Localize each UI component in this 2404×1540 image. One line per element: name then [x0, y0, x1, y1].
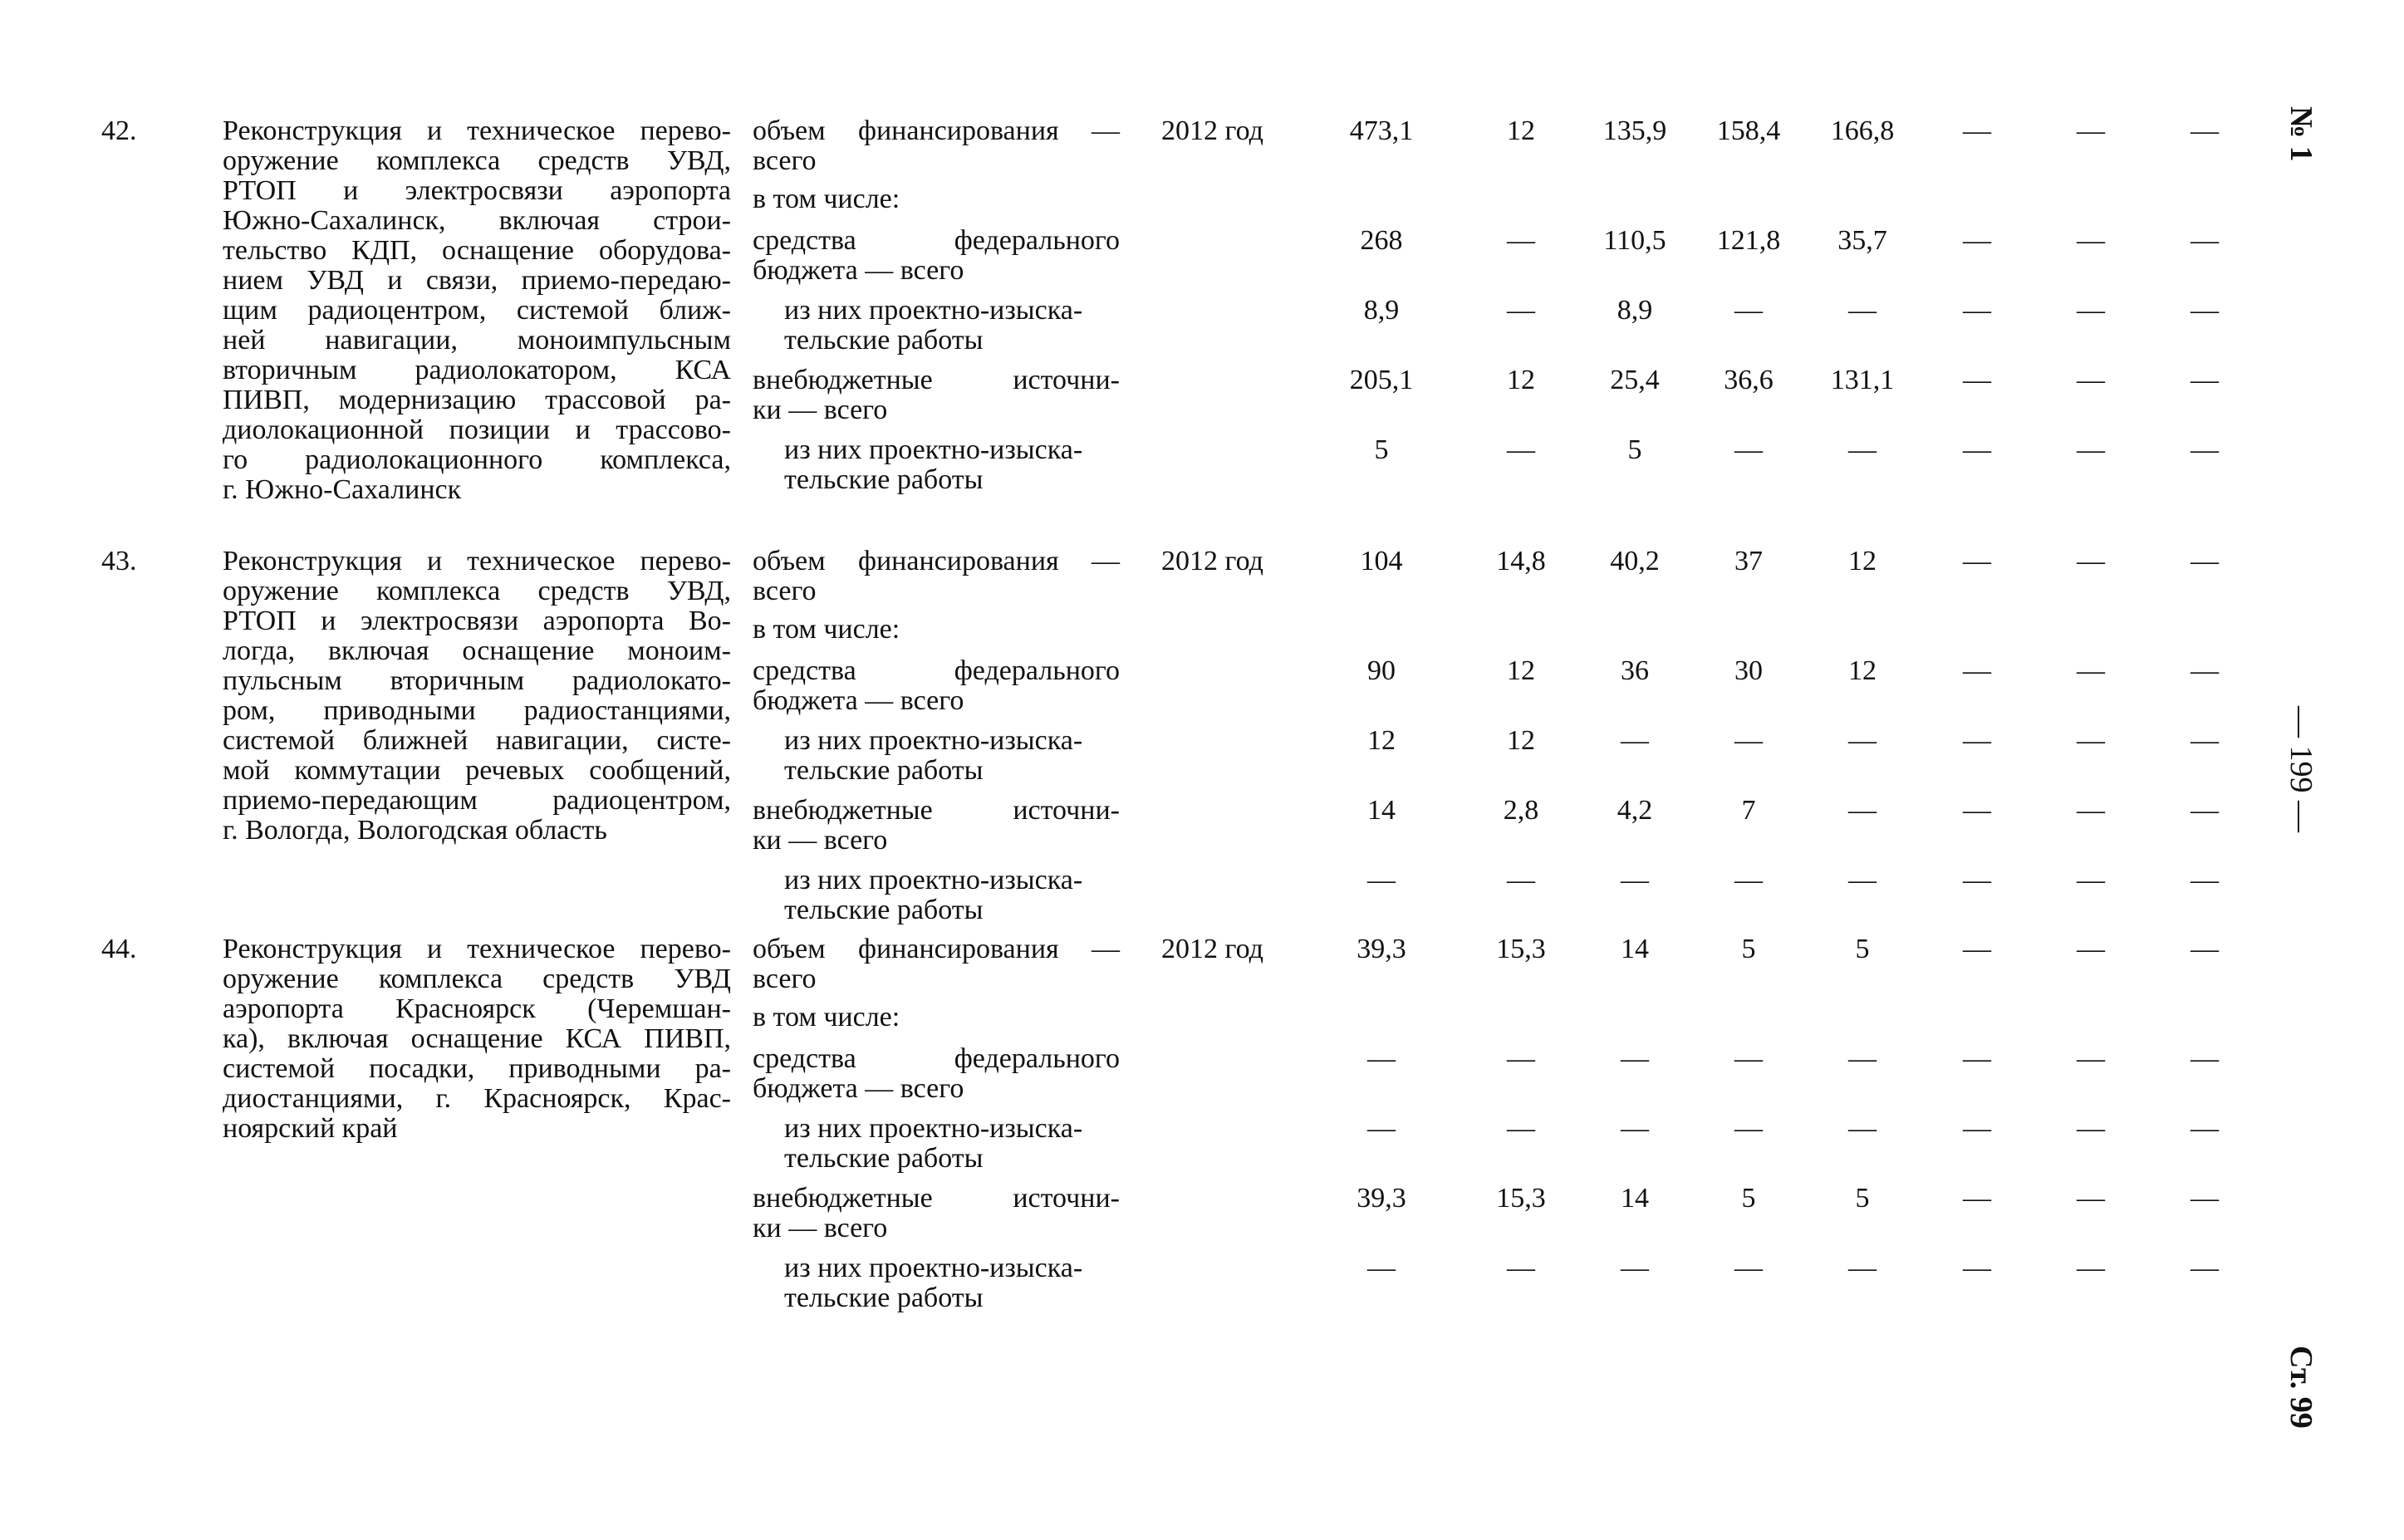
table-cell: —	[1848, 1253, 1877, 1283]
row-label	[753, 226, 1120, 286]
table-row	[0, 656, 2293, 726]
description-line: ром, приводными радиостанциями,	[223, 695, 731, 726]
table-row	[0, 1253, 2293, 1323]
row-label	[753, 547, 1120, 606]
table-cell: —	[1963, 1253, 1991, 1283]
row-label-line: в том числе:	[753, 184, 900, 214]
row-label-line: объем финансирования —	[753, 546, 1120, 576]
row-label-line: внебюджетные источни-	[753, 795, 1120, 826]
description-line: Реконструкция и техническое перево-	[223, 934, 731, 964]
description-line: ней навигации, моноимпульсным	[223, 325, 731, 356]
table-cell: 158,4	[1716, 115, 1781, 146]
row-label	[784, 296, 1120, 356]
description-line: логда, включая оснащение моноим-	[223, 635, 731, 666]
description-line: тельство КДП, оснащение оборудова-	[223, 235, 731, 266]
table-cell: 8,9	[1363, 295, 1400, 326]
row-label-line: всего	[753, 964, 817, 994]
table-cell: 268	[1360, 225, 1403, 256]
table-cell: —	[1367, 865, 1396, 895]
row-label-line: в том числе:	[753, 614, 900, 645]
row-label-line: средства федерального	[753, 225, 1120, 256]
table-cell: —	[2191, 295, 2219, 326]
table-cell: —	[1621, 1253, 1649, 1283]
table-cell: —	[1848, 1043, 1877, 1074]
description-line: диолокационной позиции и трассово-	[223, 414, 731, 445]
table-cell: —	[1848, 795, 1877, 826]
table-cell: —	[1963, 225, 1991, 256]
description-line: диостанциями, г. Красноярск, Крас-	[223, 1083, 731, 1114]
table-cell: 205,1	[1349, 365, 1414, 395]
table-row	[0, 116, 2293, 186]
row-label-line: из них проектно-изыска-	[784, 434, 1083, 465]
table-cell: 110,5	[1603, 225, 1666, 256]
table-cell: —	[1963, 725, 1991, 756]
table-cell: 12	[1848, 546, 1877, 576]
entry-year: 2012 год	[1161, 546, 1263, 576]
table-cell: —	[1734, 865, 1763, 895]
table-cell: 36	[1621, 655, 1649, 686]
table-cell: —	[1621, 1113, 1649, 1144]
table-cell: —	[2191, 934, 2219, 964]
table-cell: —	[1848, 725, 1877, 756]
table-cell: 12	[1507, 365, 1535, 395]
row-label-line: тельские работы	[784, 1143, 984, 1174]
table-cell: 15,3	[1496, 934, 1546, 964]
table-cell: 35,7	[1837, 225, 1887, 256]
table-cell: 166,8	[1830, 115, 1895, 146]
table-row	[0, 934, 2293, 1004]
row-label	[753, 1184, 1120, 1243]
table-cell: 12	[1367, 725, 1396, 756]
row-label-line: ки — всего	[753, 1213, 888, 1243]
table-cell: 30	[1734, 655, 1763, 686]
row-label-line: из них проектно-изыска-	[784, 295, 1083, 326]
table-cell: —	[1507, 295, 1535, 326]
table-cell: 104	[1360, 546, 1403, 576]
description-line: РТОП и электросвязи аэропорта	[223, 175, 731, 206]
description-line: мой коммутации речевых сообщений,	[223, 755, 731, 786]
description-line: Южно-Сахалинск, включая строи-	[223, 205, 731, 236]
table-cell: —	[1963, 795, 1991, 826]
description-line: системой ближней навигации, систе-	[223, 725, 731, 756]
entry-number: 43.	[101, 546, 137, 576]
row-label-line: тельские работы	[784, 755, 984, 786]
table-cell: 14	[1621, 934, 1649, 964]
table-cell: —	[2191, 655, 2219, 686]
table-cell: —	[2077, 434, 2105, 465]
table-cell: —	[2077, 725, 2105, 756]
table-cell: 40,2	[1610, 546, 1660, 576]
table-cell: 473,1	[1349, 115, 1414, 146]
table-row	[0, 365, 2293, 435]
table-row	[0, 726, 2293, 796]
table-cell: —	[1734, 295, 1763, 326]
table-cell: —	[2077, 1253, 2105, 1283]
table-row	[0, 435, 2293, 505]
description-line: ПИВП, модернизацию трассовой ра-	[223, 385, 731, 415]
row-label	[753, 1044, 1120, 1104]
table-cell: 5	[1855, 1183, 1870, 1214]
row-label-line: ки — всего	[753, 395, 888, 425]
description-line: аэропорта Красноярск (Черемшан-	[223, 993, 731, 1024]
row-label-line: тельские работы	[784, 895, 984, 925]
row-label-line: объем финансирования —	[753, 934, 1120, 964]
row-label	[753, 656, 1120, 716]
table-row	[0, 1184, 2293, 1253]
table-cell: 90	[1367, 655, 1396, 686]
entry-number: 44.	[101, 934, 137, 964]
row-label-line: внебюджетные источни-	[753, 1183, 1120, 1214]
description-line: г. Южно-Сахалинск	[223, 474, 462, 505]
row-label	[753, 1003, 1120, 1032]
table-cell: —	[1963, 1113, 1991, 1144]
table-cell: —	[1963, 115, 1991, 146]
table-cell: —	[2077, 655, 2105, 686]
table-cell: 14	[1367, 795, 1396, 826]
table-cell: —	[1621, 865, 1649, 895]
table-cell: 5	[1374, 434, 1389, 465]
entry-year: 2012 год	[1161, 934, 1263, 964]
table-cell: 5	[1627, 434, 1642, 465]
row-label-line: бюджета — всего	[753, 255, 964, 286]
table-cell: —	[1963, 934, 1991, 964]
row-label-line: ки — всего	[753, 825, 888, 856]
row-label-line: всего	[753, 576, 817, 606]
table-cell: —	[2191, 1043, 2219, 1074]
table-cell: —	[1734, 1253, 1763, 1283]
row-label-line: средства федерального	[753, 1043, 1120, 1074]
row-label-line: средства федерального	[753, 655, 1120, 686]
table-cell: 36,6	[1724, 365, 1774, 395]
row-label-line: в том числе:	[753, 1002, 900, 1032]
description-line: приемо-передающим радиоцентром,	[223, 785, 731, 816]
table-cell: —	[2077, 795, 2105, 826]
table-cell: 2,8	[1503, 795, 1539, 826]
description-line: оружение комплекса средств УВД,	[223, 576, 731, 606]
description-line: Реконструкция и техническое перево-	[223, 115, 731, 146]
table-cell: —	[1507, 1113, 1535, 1144]
table-cell: —	[2077, 1183, 2105, 1214]
row-label-line: всего	[753, 145, 817, 176]
table-cell: —	[2191, 546, 2219, 576]
row-label-line: из них проектно-изыска-	[784, 1113, 1083, 1144]
table-cell: —	[1963, 865, 1991, 895]
table-cell: 14	[1621, 1183, 1649, 1214]
table-cell: —	[1367, 1043, 1396, 1074]
row-label	[753, 365, 1120, 425]
entry-number: 42.	[101, 115, 137, 146]
description-line: го радиолокационного комплекса,	[223, 444, 731, 475]
table-cell: —	[2191, 434, 2219, 465]
row-label-line: бюджета — всего	[753, 685, 964, 716]
table-cell: —	[1507, 434, 1535, 465]
entry-year: 2012 год	[1161, 115, 1263, 146]
table-cell: —	[1734, 434, 1763, 465]
table-cell: 8,9	[1617, 295, 1653, 326]
table-row	[0, 1044, 2293, 1114]
row-label-line: из них проектно-изыска-	[784, 865, 1083, 895]
table-cell: —	[1848, 865, 1877, 895]
table-cell: —	[1367, 1253, 1396, 1283]
table-cell: 37	[1734, 546, 1763, 576]
table-cell: —	[1734, 725, 1763, 756]
table-cell: —	[2191, 115, 2219, 146]
table-cell: 25,4	[1610, 365, 1660, 395]
row-label	[784, 1253, 1120, 1313]
table-row	[0, 226, 2293, 296]
table-cell: —	[1507, 1043, 1535, 1074]
table-row	[0, 796, 2293, 866]
table-cell: —	[2077, 934, 2105, 964]
description-line: оружение комплекса средств УВД,	[223, 145, 731, 176]
table-cell: —	[1621, 725, 1649, 756]
description-line: вторичным радиолокатором, КСА	[223, 355, 731, 385]
row-label-line: из них проектно-изыска-	[784, 725, 1083, 756]
table-cell: —	[2077, 1113, 2105, 1144]
table-cell: —	[1367, 1113, 1396, 1144]
table-cell: —	[1848, 1113, 1877, 1144]
table-cell: 5	[1855, 934, 1870, 964]
row-label	[784, 866, 1120, 925]
table-cell: —	[2191, 725, 2219, 756]
table-cell: 39,3	[1357, 1183, 1406, 1214]
description-line: пульсным вторичным радиолокато-	[223, 665, 731, 696]
table-cell: 121,8	[1716, 225, 1781, 256]
table-cell: —	[2191, 1253, 2219, 1283]
table-cell: —	[1963, 655, 1991, 686]
row-label	[753, 934, 1120, 994]
row-label	[753, 116, 1120, 176]
table-cell: —	[1507, 225, 1535, 256]
table-cell: 135,9	[1602, 115, 1667, 146]
article-number: Ст. 99	[2284, 1346, 2318, 1429]
table-row	[0, 296, 2293, 365]
description-line: оружение комплекса средств УВД	[223, 964, 731, 994]
table-cell: —	[1963, 434, 1991, 465]
description-line: Реконструкция и техническое перево-	[223, 546, 731, 576]
table-cell: —	[2077, 365, 2105, 395]
table-cell: —	[2191, 865, 2219, 895]
row-label-line: бюджета — всего	[753, 1073, 964, 1104]
table-cell: —	[1963, 1043, 1991, 1074]
table-cell: —	[1963, 365, 1991, 395]
table-row	[0, 866, 2293, 935]
row-label	[753, 184, 1120, 214]
row-label	[784, 726, 1120, 786]
table-cell: —	[1848, 434, 1877, 465]
table-cell: —	[2077, 1043, 2105, 1074]
row-label-line: из них проектно-изыска-	[784, 1253, 1083, 1283]
description-line: г. Вологда, Вологодская область	[223, 815, 607, 846]
row-label-line: тельские работы	[784, 325, 984, 356]
table-cell: 12	[1507, 115, 1535, 146]
row-label	[784, 1114, 1120, 1174]
table-cell: —	[1848, 295, 1877, 326]
table-cell: —	[2191, 365, 2219, 395]
row-label-line: тельские работы	[784, 1283, 984, 1313]
table-cell: 4,2	[1617, 795, 1653, 826]
table-cell: —	[1963, 1183, 1991, 1214]
table-cell: 12	[1848, 655, 1877, 686]
table-cell: —	[2191, 225, 2219, 256]
table-cell: 12	[1507, 655, 1535, 686]
issue-number: № 1	[2284, 106, 2318, 162]
table-cell: 131,1	[1830, 365, 1895, 395]
table-cell: 15,3	[1496, 1183, 1546, 1214]
description-line: ка), включая оснащение КСА ПИВП,	[223, 1023, 731, 1054]
table-cell: 7	[1741, 795, 1756, 826]
table-cell: —	[1621, 1043, 1649, 1074]
row-label	[753, 615, 1120, 645]
row-label-line: тельские работы	[784, 464, 984, 495]
table-cell: —	[2077, 546, 2105, 576]
table-row	[0, 1114, 2293, 1184]
description-line: щим радиоцентром, системой ближ-	[223, 295, 731, 326]
table-cell: —	[1507, 1253, 1535, 1283]
page-number: — 199 —	[2284, 706, 2318, 832]
table-cell: 14,8	[1496, 546, 1546, 576]
table-cell: —	[1734, 1113, 1763, 1144]
table-cell: —	[1734, 1043, 1763, 1074]
table-cell: —	[2191, 1113, 2219, 1144]
table-cell: 5	[1741, 1183, 1756, 1214]
row-label	[753, 796, 1120, 856]
table-cell: 39,3	[1357, 934, 1406, 964]
table-cell: —	[2077, 295, 2105, 326]
table-cell: —	[2077, 865, 2105, 895]
table-row	[0, 547, 2293, 616]
table-cell: 12	[1507, 725, 1535, 756]
table-cell: —	[2077, 225, 2105, 256]
table-cell: —	[1507, 865, 1535, 895]
description-line: нием УВД и связи, приемо-передаю-	[223, 265, 731, 296]
row-label-line: объем финансирования —	[753, 115, 1120, 146]
row-label	[784, 435, 1120, 495]
description-line: системой посадки, приводными ра-	[223, 1053, 731, 1084]
table-cell: —	[1963, 546, 1991, 576]
table-cell: —	[1963, 295, 1991, 326]
description-line: РТОП и электросвязи аэропорта Во-	[223, 606, 731, 636]
table-cell: 5	[1741, 934, 1756, 964]
row-label-line: внебюджетные источни-	[753, 365, 1120, 395]
description-line: ноярский край	[223, 1113, 398, 1144]
table-cell: —	[2191, 1183, 2219, 1214]
table-cell: —	[2077, 115, 2105, 146]
table-cell: —	[2191, 795, 2219, 826]
